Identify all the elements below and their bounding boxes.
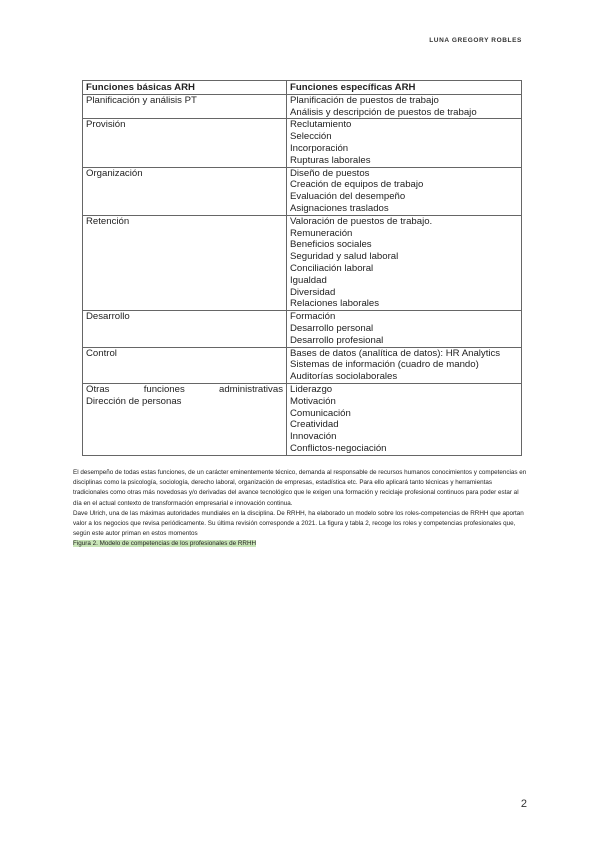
specific-functions-cell bbox=[287, 347, 522, 383]
specific-function: Liderazgo bbox=[290, 383, 333, 395]
specific-function: Reclutamiento bbox=[290, 119, 352, 131]
basic-function-cell bbox=[83, 311, 287, 347]
specific-function: Asignaciones traslados bbox=[290, 202, 389, 214]
specific-function: Planificación de puestos de trabajo bbox=[290, 94, 439, 106]
body-text bbox=[73, 468, 528, 550]
specific-function: Diseño de puestos bbox=[290, 167, 370, 179]
specific-function: Remuneración bbox=[290, 227, 353, 239]
figure-caption-paragraph bbox=[73, 539, 528, 549]
basic-function: Dirección de personas bbox=[86, 395, 182, 407]
specific-function: Evaluación del desempeño bbox=[290, 191, 406, 203]
specific-function: Bases de datos (analítica de datos): HR Analytics bbox=[290, 347, 501, 359]
specific-function: Análisis y descripción de puestos de trabajo bbox=[290, 106, 477, 118]
basic-function: Otras funciones administrativas bbox=[86, 383, 283, 395]
specific-function: Desarrollo personal bbox=[290, 322, 374, 334]
header-author: LUNA GREGORY ROBLES bbox=[429, 37, 522, 44]
paragraph-ulrich: Dave Ulrich, una de las máximas autoridades mundiales en la disciplina. De RRHH, ha elaborado un modelo sobre los roles-competencias de RRHH que aportan valor a los negocios que revisa periódicamente. Su última revisión corresponde a 2021. La figura y tabla 2, recoge los roles y competencias profesionales que, según este autor priman en estos momentos bbox=[73, 509, 524, 538]
table-row bbox=[83, 383, 522, 455]
table-row bbox=[83, 94, 522, 119]
specific-function: Valoración de puestos de trabajo. bbox=[290, 215, 433, 227]
table-row bbox=[83, 167, 522, 215]
header-specific-functions: Funciones específicas ARH bbox=[287, 81, 522, 95]
header-basic-functions: Funciones básicas ARH bbox=[83, 81, 287, 95]
specific-function: Innovación bbox=[290, 431, 337, 443]
specific-function: Seguridad y salud laboral bbox=[290, 251, 399, 263]
basic-function: Provisión bbox=[86, 119, 126, 131]
specific-function: Sistemas de información (cuadro de mando) bbox=[290, 359, 479, 371]
table-row bbox=[83, 119, 522, 167]
specific-function: Incorporación bbox=[290, 142, 349, 154]
basic-function-cell bbox=[83, 347, 287, 383]
specific-functions-cell bbox=[287, 119, 522, 167]
specific-function: Formación bbox=[290, 311, 336, 323]
specific-function: Auditorías sociolaborales bbox=[290, 371, 398, 383]
specific-function: Creatividad bbox=[290, 419, 339, 431]
specific-functions-cell bbox=[287, 311, 522, 347]
basic-function: Desarrollo bbox=[86, 311, 130, 323]
specific-functions-cell bbox=[287, 215, 522, 310]
basic-function-cell bbox=[83, 215, 287, 310]
page-number: 2 bbox=[520, 798, 527, 810]
basic-function: Organización bbox=[86, 167, 143, 179]
specific-function: Desarrollo profesional bbox=[290, 334, 384, 346]
basic-function: Control bbox=[86, 347, 117, 359]
specific-function: Igualdad bbox=[290, 274, 327, 286]
table-row bbox=[83, 215, 522, 310]
table-header-row bbox=[83, 81, 522, 95]
specific-function: Motivación bbox=[290, 395, 336, 407]
functions-table bbox=[82, 80, 522, 456]
specific-function: Relaciones laborales bbox=[290, 298, 380, 310]
table-row bbox=[83, 311, 522, 347]
specific-function: Rupturas laborales bbox=[290, 154, 371, 166]
specific-functions-cell bbox=[287, 383, 522, 455]
specific-function: Creación de equipos de trabajo bbox=[290, 179, 424, 191]
basic-function: Planificación y análisis PT bbox=[86, 94, 197, 106]
specific-function: Beneficios sociales bbox=[290, 239, 372, 251]
table-row bbox=[83, 347, 522, 383]
basic-function: Retención bbox=[86, 215, 130, 227]
specific-function: Conciliación laboral bbox=[290, 262, 374, 274]
figure-label-highlight: Figura 2. Modelo de competencias de los profesionales de RRHH bbox=[73, 540, 257, 548]
specific-function: Selección bbox=[290, 131, 332, 143]
specific-functions-cell bbox=[287, 94, 522, 119]
specific-function: Comunicación bbox=[290, 407, 351, 419]
specific-function: Diversidad bbox=[290, 286, 336, 298]
basic-function-cell bbox=[83, 383, 287, 455]
basic-function-cell bbox=[83, 119, 287, 167]
basic-function-cell bbox=[83, 167, 287, 215]
specific-function: Conflictos-negociación bbox=[290, 442, 387, 454]
paragraph-functions: El desempeño de todas estas funciones, de un carácter eminentemente técnico, demanda al responsable de recursos humanos conocimientos y competencias en disciplinas como la psicología, sociología, derecho laboral, organización de empresas, estadística etc. Para ello aplicará tanto técnicas y herramientas tradicionales como otras más novedosas y/o derivadas del avance tecnológico que le exigen una formación y reciclaje profesional continuos para poder estar al día en el actual contexto de transformación empresarial e innovación continua. bbox=[73, 469, 527, 507]
basic-function-cell bbox=[83, 94, 287, 119]
specific-functions-cell bbox=[287, 167, 522, 215]
